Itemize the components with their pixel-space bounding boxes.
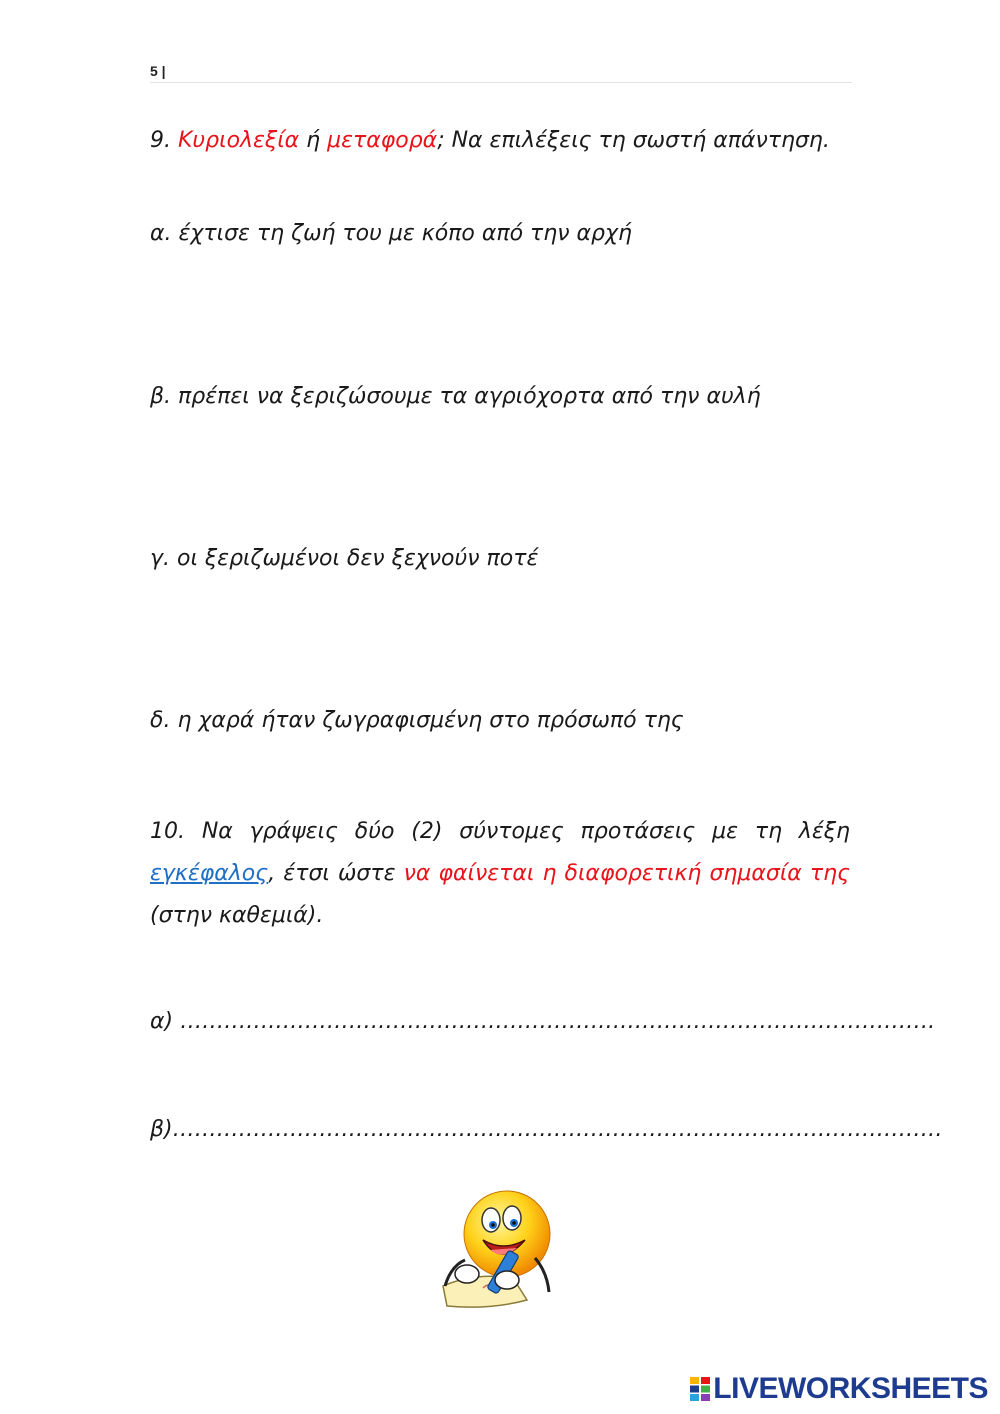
question-9-item-d: δ. η χαρά ήταν ζωγραφισμένη στο πρόσωπό της [150, 708, 684, 733]
question-10-prompt [150, 811, 850, 937]
question-9-item-a: α. έχτισε τη ζωή του με κόπο από την αρχή [150, 221, 632, 246]
keyword-link[interactable]: εγκέφαλος [150, 861, 269, 886]
or-word: ή [306, 128, 321, 153]
answer-line-b[interactable] [150, 1114, 943, 1146]
question-10-highlight: να φαίνεται η διαφορετική σημασία της [403, 861, 850, 886]
liveworksheets-brand[interactable] [690, 1374, 988, 1404]
answer-line-a[interactable] [150, 1006, 936, 1038]
answer-label-a: α) [150, 1009, 174, 1034]
answer-dots-a: …………………………………………………………………………………………. [173, 1009, 936, 1034]
question-9-prompt [150, 120, 850, 162]
metaphor-word: μεταφορά [327, 128, 438, 153]
liveworksheets-logo-icon [690, 1377, 710, 1401]
page-number: 5 | [150, 63, 166, 79]
question-9-item-b: β. πρέπει να ξεριζώσουμε τα αγριόχορτα από την αυλή [150, 384, 761, 409]
question-9-number: 9. [150, 128, 171, 153]
question-10-intro: 10. Να γράψεις δύο (2) σύντομες προτάσεις με τη λέξη [150, 819, 850, 844]
writing-smiley-icon [435, 1188, 560, 1313]
brand-name: LIVEWORKSHEETS [713, 1372, 988, 1405]
question-10-ending: (στην καθεμιά). [150, 903, 324, 928]
question-9-item-c: γ. οι ξεριζωμένοι δεν ξεχνούν ποτέ [150, 546, 539, 571]
page-header [150, 60, 852, 83]
answer-dots-b: …………………………………………………………………………………………… [172, 1117, 943, 1142]
question-9-rest: ; Να επιλέξεις τη σωστή απάντηση. [437, 128, 830, 153]
answer-label-b: β) [150, 1117, 173, 1142]
question-10-middle: , έτσι ώστε [268, 861, 396, 886]
literal-word: Κυριολεξία [178, 128, 300, 153]
